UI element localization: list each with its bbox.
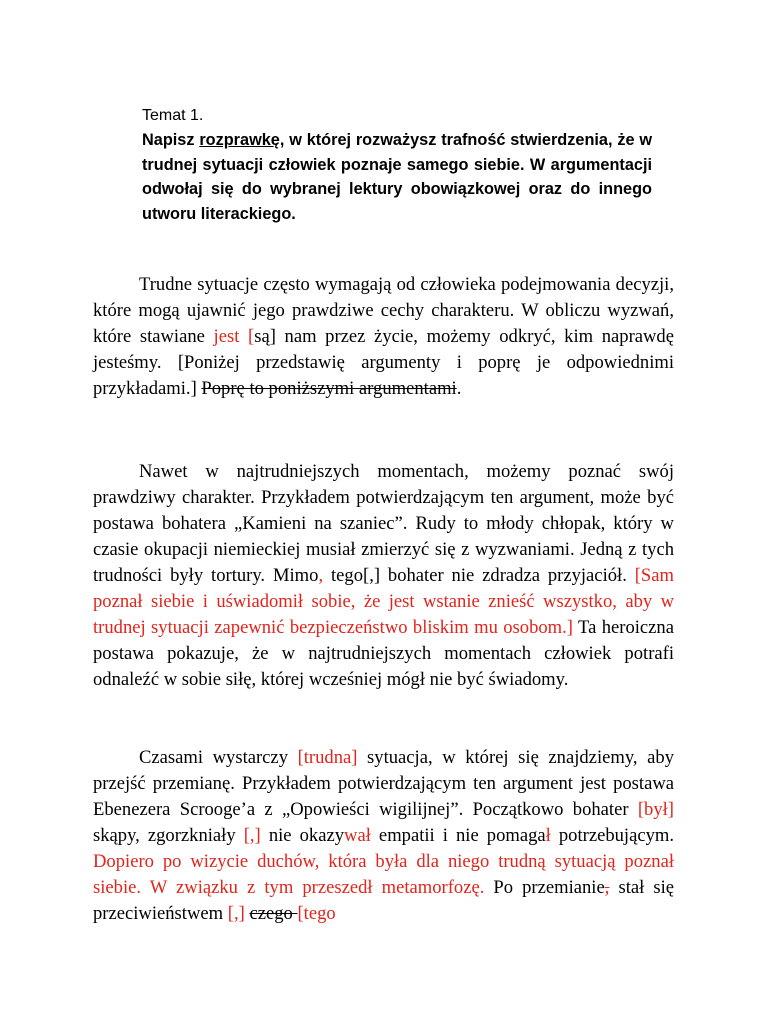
correction-text: Dopiero po wizycie duchów, która była dla niego trudną sytuacją poznał siebie. W związku z tym przeszedł metamorfozę. (93, 851, 674, 898)
text-run: skąpy, zgorzkniały (93, 825, 244, 846)
correction-text: jest [ (213, 326, 255, 347)
text-run: tego[,] bohater nie zdradza przyjaciół. (323, 565, 635, 586)
text-run: rozprawkę (199, 131, 280, 149)
text-run: stał się przeciwieństwem (93, 877, 675, 924)
topic-heading: Temat 1. (142, 107, 204, 124)
topic-block (142, 104, 652, 226)
text-run: Czasami wystarczy (139, 747, 298, 768)
correction-text: wał (344, 825, 371, 846)
correction-text: ł (545, 825, 551, 846)
struck-text: czego (249, 903, 298, 924)
text-run: Ta heroiczna postawa pokazuje, że w najtrudniejszych momentach człowiek potrafi odnaleźć w sobie siłę, której wcześniej mógł nie być świadomy. (93, 617, 674, 690)
topic-task (142, 128, 652, 226)
essay-paragraph-3 (93, 745, 674, 927)
correction-text: , (318, 565, 324, 586)
essay-paragraph-1 (93, 272, 674, 402)
text-run: . (456, 378, 462, 399)
correction-text: [był] (637, 799, 674, 820)
correction-text: [trudna] (297, 747, 358, 768)
text-run: Po przemianie (484, 877, 605, 898)
essay-paragraph-2 (93, 459, 674, 693)
correction-text: [,] (243, 825, 261, 846)
text-run: empatii i nie pomaga (370, 825, 546, 846)
correction-text: , (604, 877, 610, 898)
text-run: potrzebującym. (550, 825, 675, 846)
correction-text: [Sam poznał siebie i uświadomił sobie, że jest wstanie znieść wszystko, aby w trudnej sytuacji zapewnić bezpieczeństwo bliskim mu osobom.] (93, 565, 674, 638)
struck-text: Poprę to poniższymi argumentami (201, 378, 457, 399)
text-run: Trudne sytuacje często wymagają od człowieka podejmowania decyzji, które mogą ujawnić jego prawdziwe cechy charakteru. W obliczu wyzwań, które stawiane (93, 274, 674, 347)
text-run: są] nam przez życie, możemy odkryć, kim naprawdę jesteśmy. [Poniżej przedstawię argumenty i poprę je odpowiednimi przykładami.] (93, 326, 674, 399)
text-run: Nawet w najtrudniejszych momentach, możemy poznać swój prawdziwy charakter. Przykładem potwierdzającym ten argument, może być postawa bohatera „Kamieni na szaniec”. Rudy to młody chłopak, który w czasie okupacji niemieckiej musiał zmierzyć się z wyzwaniami. Jedną z tych trudności były tortury. Mimo (93, 461, 674, 586)
correction-text: [tego (297, 903, 336, 924)
correction-text: [,] (227, 903, 245, 924)
text-run: Napisz (142, 131, 200, 149)
text-run: , w której rozważysz trafność stwierdzenia, że w trudnej sytuacji człowiek poznaje samego siebie. W argumentacji odwołaj się do wybranej lektury obowiązkowej oraz do innego utworu literackiego. (142, 131, 652, 223)
text-run: nie okazy (260, 825, 345, 846)
text-run: sytuacja, w której się znajdziemy, aby przejść przemianę. Przykładem potwierdzającym ten argument jest postawa Ebenezera Scrooge’a z „Opowieści wigilijnej”. Początkowo bohater (93, 747, 674, 820)
